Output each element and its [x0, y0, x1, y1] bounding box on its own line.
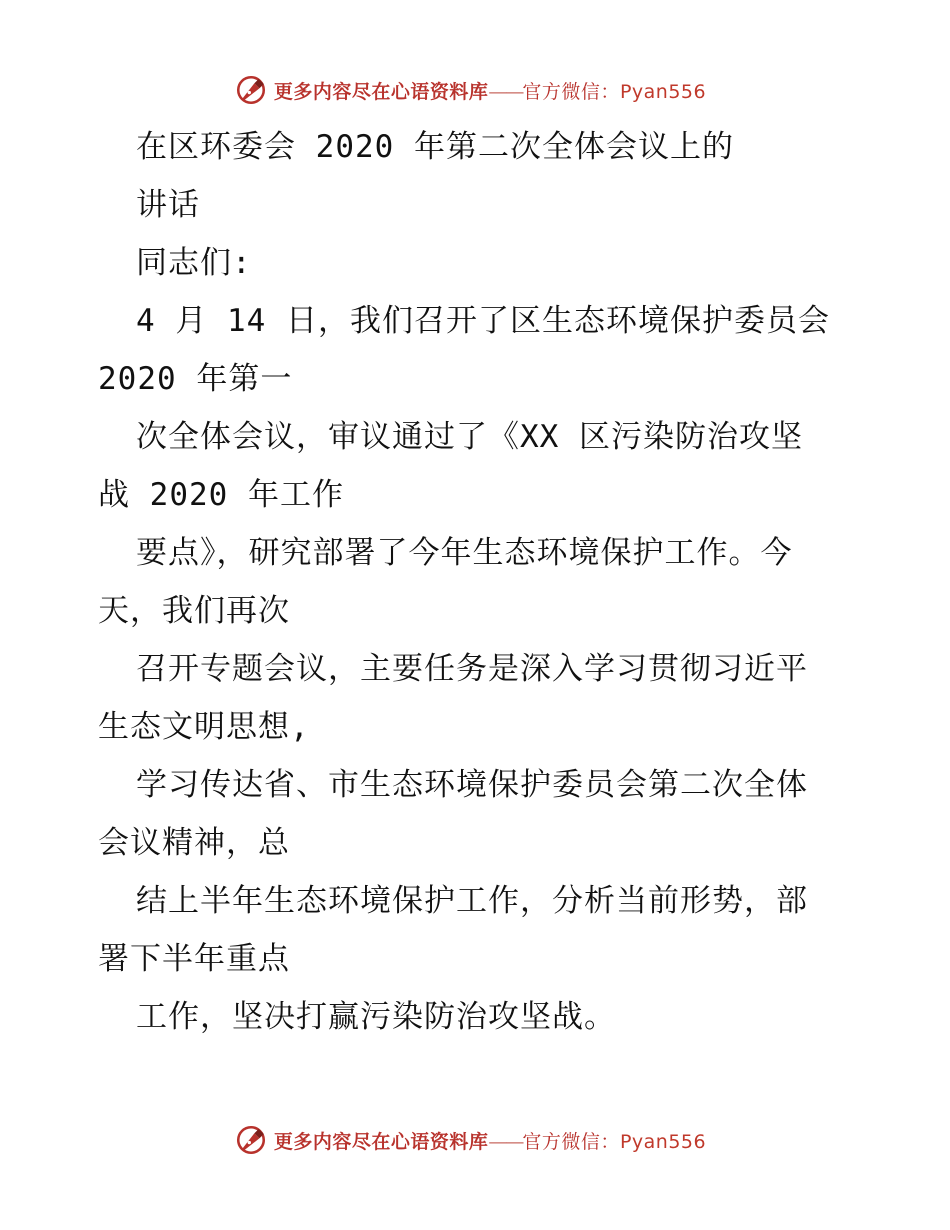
watermark-dash: ——	[488, 1130, 523, 1153]
paragraph-line: 学习传达省、市生态环境保护委员会第二次全体	[136, 767, 808, 803]
footer-watermark	[0, 1118, 950, 1162]
watermark-text	[274, 1127, 706, 1154]
watermark-dash: ——	[488, 80, 523, 103]
watermark-handle: Pyan556	[619, 80, 707, 103]
pen-nib-logo-icon	[234, 1123, 268, 1157]
paragraph-line: 天，我们再次	[98, 593, 290, 629]
watermark-text	[274, 77, 706, 104]
title-line-2: 讲话	[136, 187, 200, 223]
watermark-promo: 更多内容尽在心语资料库	[273, 1130, 489, 1153]
header-watermark	[0, 68, 950, 112]
paragraph-line: 次全体会议，审议通过了《XX 区污染防治攻坚	[136, 419, 803, 455]
paragraph-line: 战 2020 年工作	[98, 477, 344, 513]
watermark-promo: 更多内容尽在心语资料库	[273, 80, 489, 103]
paragraph-line: 4 月 14 日，我们召开了区生态环境保护委员会	[136, 303, 830, 339]
salutation: 同志们:	[136, 245, 252, 281]
paragraph-line: 结上半年生态环境保护工作，分析当前形势，部	[136, 883, 808, 919]
document-body	[98, 118, 858, 1046]
watermark-wechat-label: 官方微信：	[522, 80, 620, 103]
paragraph-line: 会议精神，总	[98, 825, 290, 861]
watermark-handle: Pyan556	[619, 1130, 707, 1153]
paragraph-line: 2020 年第一	[98, 361, 293, 397]
watermark-wechat-label: 官方微信：	[522, 1130, 620, 1153]
pen-nib-logo-icon	[234, 73, 268, 107]
paragraph-line: 召开专题会议，主要任务是深入学习贯彻习近平	[136, 651, 808, 687]
title-line-1: 在区环委会 2020 年第二次全体会议上的	[136, 129, 734, 165]
paragraph-line: 生态文明思想,	[98, 709, 310, 745]
paragraph-line: 要点》，研究部署了今年生态环境保护工作。今	[136, 535, 793, 571]
paragraph-line: 工作，坚决打赢污染防治攻坚战。	[136, 999, 616, 1035]
paragraph-line: 署下半年重点	[98, 941, 290, 977]
